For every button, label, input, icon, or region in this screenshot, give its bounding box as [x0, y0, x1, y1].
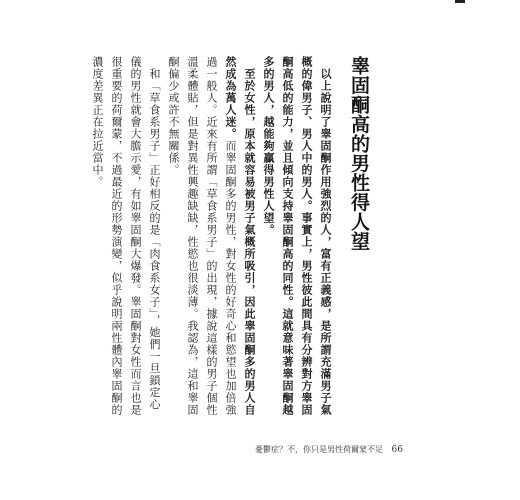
- page-number: 66: [391, 445, 403, 455]
- paragraph-2-text: 而睾固酮多的男性，對女性的好奇心和慾望也加倍強過一般人。近來有所謂「草食系男子」的出現，據說這樣的男子個性溫柔體貼，但是對異性興趣缺缺，性慾也很淡薄。我認為，這和睾固酮偏少或許不無關係。: [167, 56, 237, 416]
- paragraph-3: [88, 56, 164, 416]
- paragraph-2-emphasis: 至於女性，原本就容易被男子氣概所吸引，因此睾固酮多的男人自然成為萬人迷。: [224, 56, 256, 416]
- paragraph-3-text: 和「草食系男子」正好相反的是「肉食系女子」，她們一旦鎖定心儀的男性就會大膽示愛，有如睾固酮大爆發。睾固酮對女性而言也是很重要的荷爾蒙，不過最近的形勢演變，似乎說明兩性體內睾固酮的濃度差異正在拉近當中。: [91, 56, 161, 416]
- top-edge-mark: [455, 0, 465, 3]
- running-title: 憂鬱症？不，你只是男性荷爾蒙不足: [255, 445, 383, 454]
- section-heading: 睾固酮高的男性得人望: [348, 56, 370, 251]
- paragraph-1-emphasis: 以上說明了睾固酮作用強烈的人，富有正義感，是所謂充滿男子氣概的偉男子、男人中的男人。事實上，男性彼此間具有分辨對方睾固酮高低的能力，並且傾向支持睾固酮高的同性。這就意味著睾固酮越多的男人，越能夠贏得男性人望。: [262, 56, 332, 416]
- paragraph-1: [259, 56, 335, 416]
- paragraph-2: [164, 56, 259, 416]
- body-text: [88, 56, 335, 416]
- page-footer: [255, 444, 403, 455]
